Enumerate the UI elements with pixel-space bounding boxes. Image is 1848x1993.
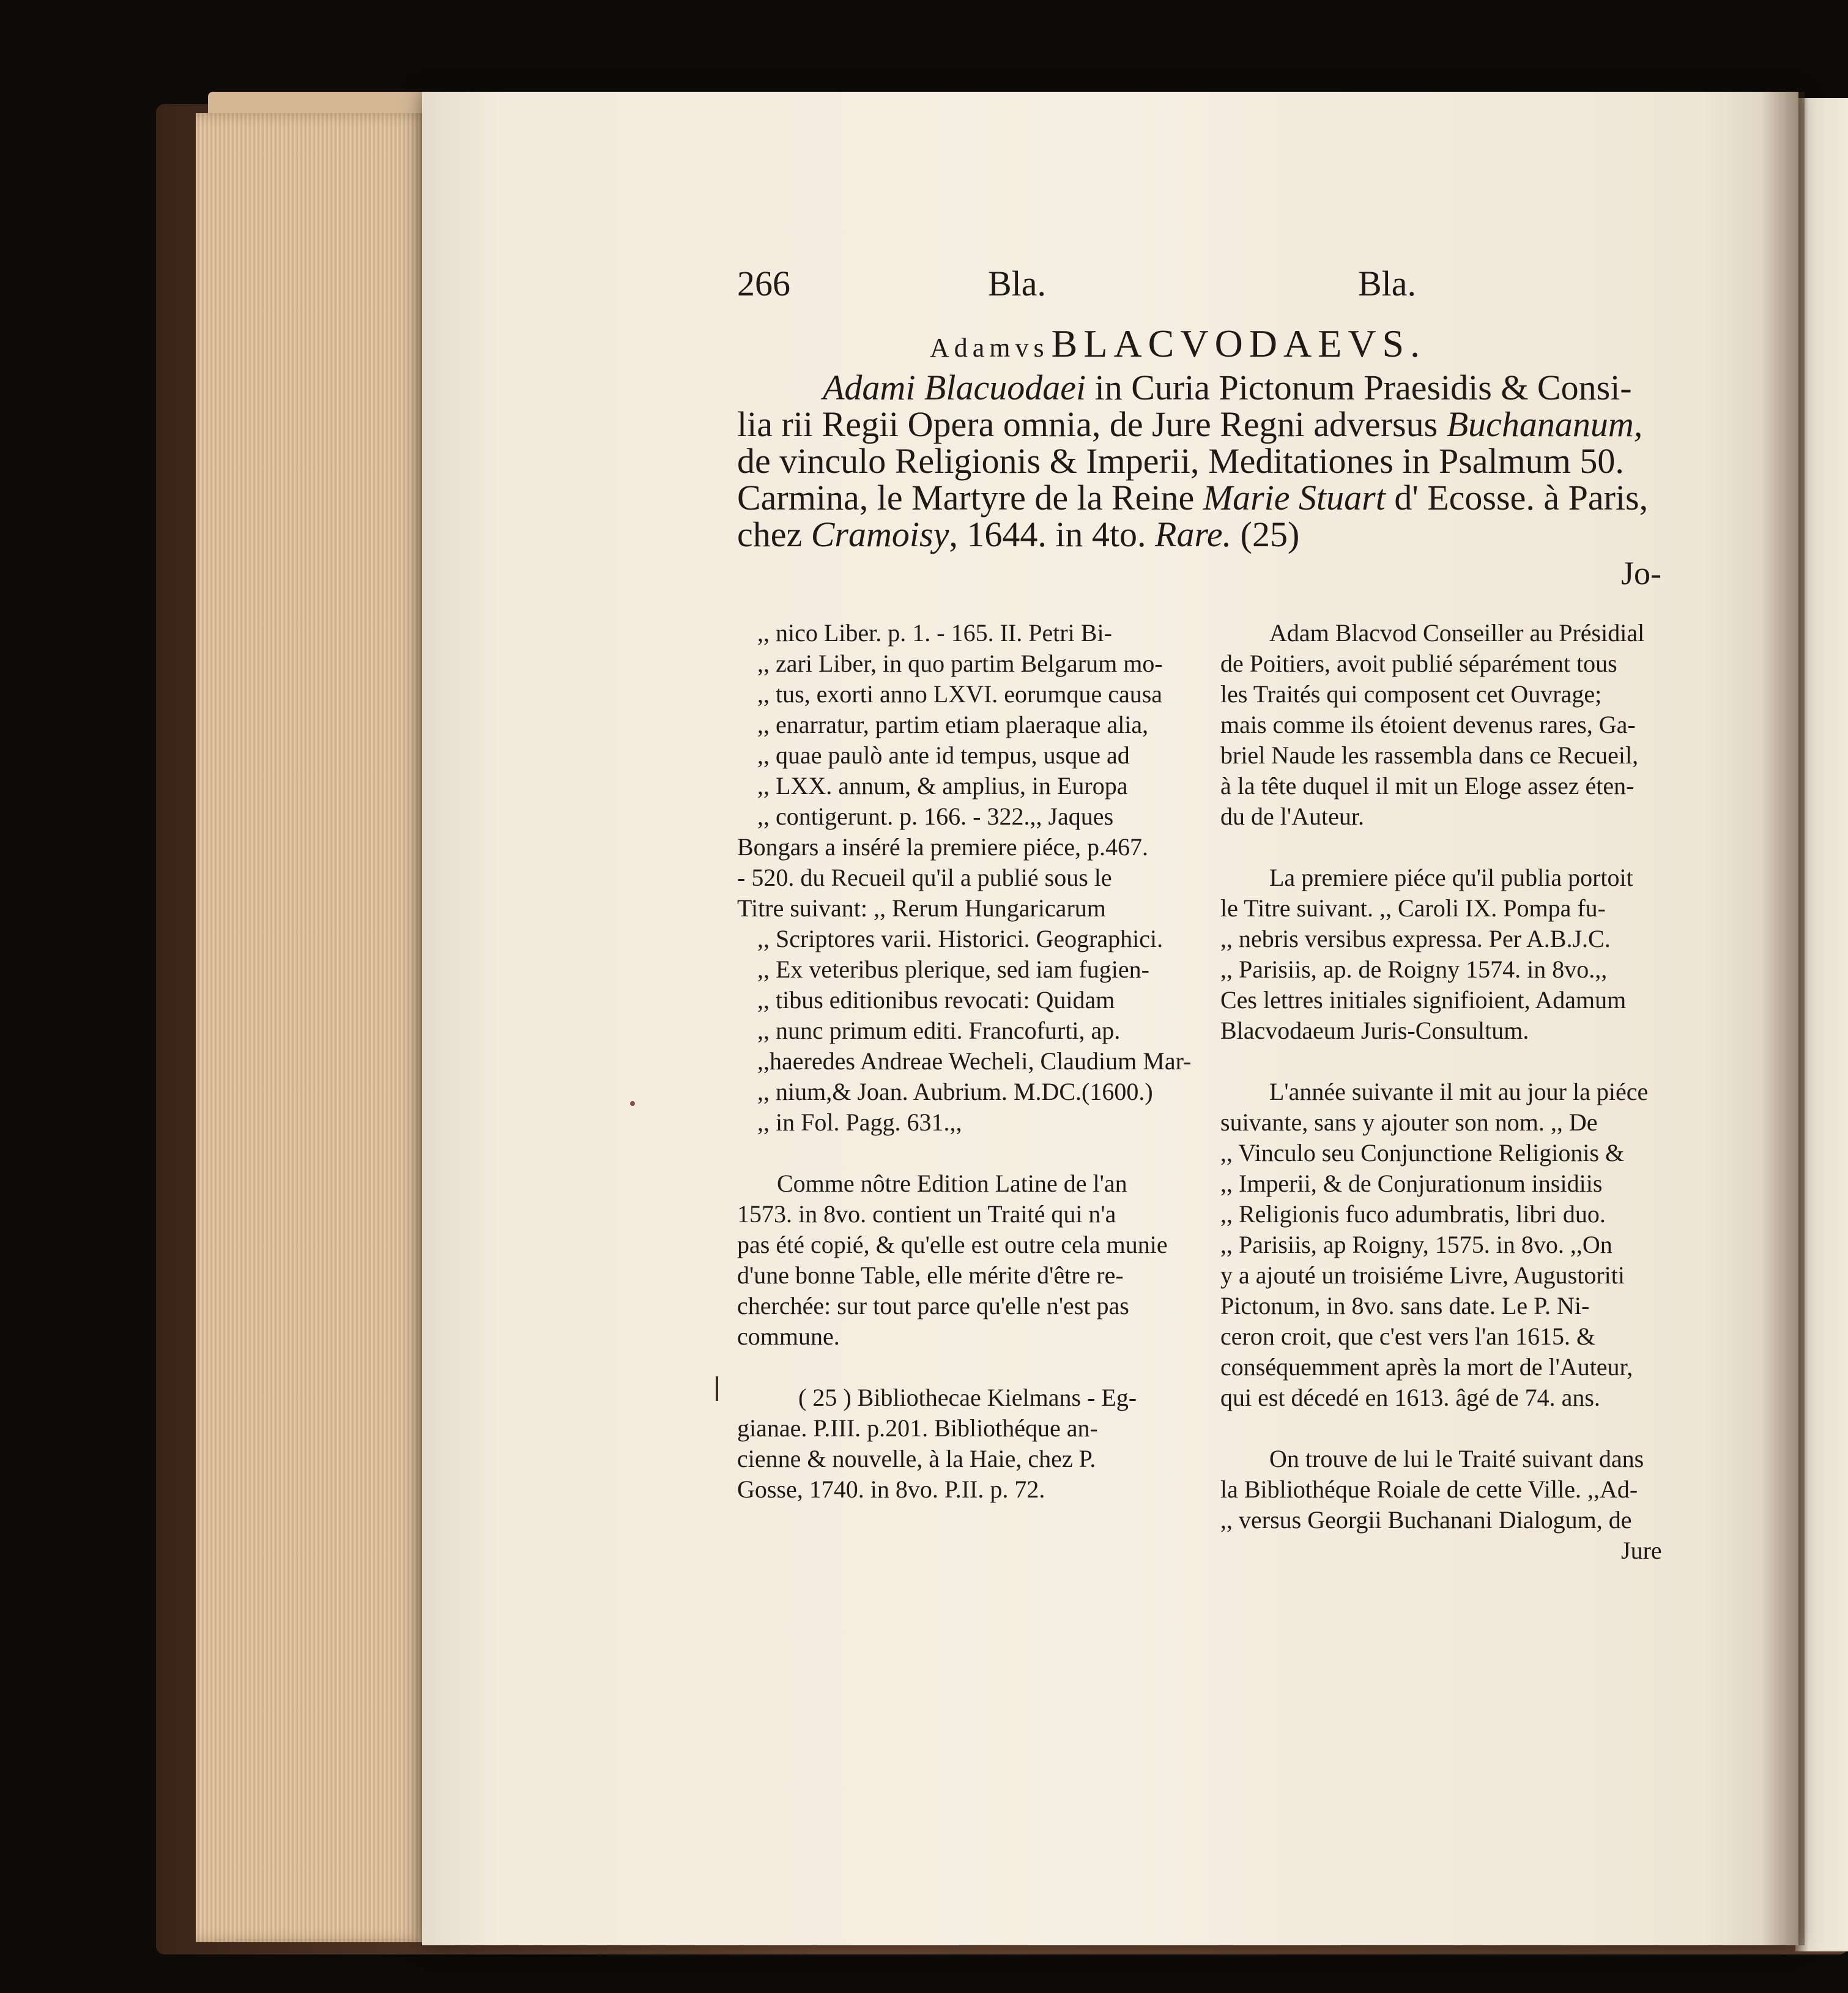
right-line: ,, Parisiis, ap Roigny, 1575. in 8vo. ,,On bbox=[1220, 1231, 1612, 1258]
left-line: ,, nunc primum editi. Francofurti, ap. bbox=[757, 1017, 1121, 1044]
entry-title-last: BLACVODAEVS. bbox=[1051, 322, 1427, 365]
left-line: ,, nium,& Joan. Aubrium. M.DC.(1600.) bbox=[757, 1078, 1153, 1105]
book-page bbox=[422, 92, 1798, 1945]
footnote-line: Gosse, 1740. in 8vo. P.II. p. 72. bbox=[737, 1475, 1045, 1503]
page-speck bbox=[630, 1101, 635, 1106]
right-line: du de l'Auteur. bbox=[1220, 803, 1364, 830]
left-line: ,, enarratur, partim etiam plaeraque alia, bbox=[757, 711, 1149, 738]
left-line: ,, tus, exorti anno LXVI. eorumque causa bbox=[757, 680, 1163, 708]
footnote-line: gianae. P.III. p.201. Bibliothéque an- bbox=[737, 1414, 1098, 1442]
catchword-entry: Jo- bbox=[1621, 555, 1661, 592]
right-line: ,, Parisiis, ap. de Roigny 1574. in 8vo.,, bbox=[1220, 956, 1608, 983]
right-line: briel Naude les rassembla dans ce Recueil, bbox=[1220, 741, 1639, 769]
right-line: qui est décedé en 1613. âgé de 74. ans. bbox=[1220, 1384, 1600, 1411]
right-line: ,, nebris versibus expressa. Per A.B.J.C. bbox=[1220, 925, 1611, 952]
entry-title bbox=[930, 324, 1426, 363]
right-line: ,, Vinculo seu Conjunctione Religionis & bbox=[1220, 1139, 1625, 1167]
right-line: Adam Blacvod Conseiller au Présidial bbox=[1269, 619, 1645, 647]
right-line: les Traités qui composent cet Ouvrage; bbox=[1220, 680, 1602, 708]
left-line: ,, in Fol. Pagg. 631.,, bbox=[757, 1108, 962, 1136]
right-line: ,, versus Georgii Buchanani Dialogum, de bbox=[1220, 1506, 1632, 1534]
entry-line: chez Cramoisy, 1644. in 4to. Rare. (25) bbox=[737, 514, 1300, 554]
entry-line: Carmina, le Martyre de la Reine Marie Stuart d' Ecosse. à Paris, bbox=[737, 478, 1649, 518]
entry-line: de vinculo Religionis & Imperii, Meditationes in Psalmum 50. bbox=[737, 441, 1624, 481]
entry-title-first: Adamvs bbox=[930, 333, 1049, 363]
left-line: Comme nôtre Edition Latine de l'an bbox=[777, 1170, 1127, 1197]
left-line: d'une bonne Table, elle mérite d'être re- bbox=[737, 1261, 1124, 1289]
right-line: conséquemment après la mort de l'Auteur, bbox=[1220, 1353, 1633, 1381]
running-head-right: Bla. bbox=[1358, 264, 1417, 303]
right-line: le Titre suivant. ,, Caroli IX. Pompa fu- bbox=[1220, 894, 1606, 922]
right-line: suivante, sans y ajouter son nom. ,, De bbox=[1220, 1108, 1598, 1136]
left-line: ,,haeredes Andreae Wecheli, Claudium Mar- bbox=[757, 1047, 1192, 1075]
left-line: ,, Ex veteribus plerique, sed iam fugien- bbox=[757, 956, 1149, 983]
left-line: Titre suivant: ,, Rerum Hungaricarum bbox=[737, 894, 1106, 922]
gutter-shadow bbox=[1762, 92, 1805, 1945]
catchword-column: Jure bbox=[1621, 1537, 1662, 1564]
left-line: ,, contigerunt. p. 166. - 322.,, Jaques bbox=[757, 803, 1114, 830]
left-line: ,, LXX. annum, & amplius, in Europa bbox=[757, 772, 1128, 800]
right-line: à la tête duquel il mit un Eloge assez éten- bbox=[1220, 772, 1635, 800]
right-line: Ces lettres initiales signifioient, Adamum bbox=[1220, 986, 1627, 1014]
margin-mark bbox=[716, 1376, 718, 1401]
right-line: de Poitiers, avoit publié séparément tous bbox=[1220, 650, 1617, 677]
right-line: ceron croit, que c'est vers l'an 1615. & bbox=[1220, 1323, 1596, 1350]
right-line: ,, Religionis fuco adumbratis, libri duo. bbox=[1220, 1200, 1606, 1228]
left-line: 1573. in 8vo. contient un Traité qui n'a bbox=[737, 1200, 1116, 1228]
left-line: Bongars a inséré la premiere piéce, p.467. bbox=[737, 833, 1148, 861]
right-line: y a ajouté un troisiéme Livre, Augustoriti bbox=[1220, 1261, 1625, 1289]
right-line: On trouve de lui le Traité suivant dans bbox=[1269, 1445, 1644, 1472]
left-line: ,, tibus editionibus revocati: Quidam bbox=[757, 986, 1115, 1014]
right-line: L'année suivante il mit au jour la piéce bbox=[1269, 1078, 1649, 1105]
left-line: pas été copié, & qu'elle est outre cela munie bbox=[737, 1231, 1168, 1258]
left-line: - 520. du Recueil qu'il a publié sous le bbox=[737, 864, 1112, 891]
left-line: ,, nico Liber. p. 1. - 165. II. Petri Bi- bbox=[757, 619, 1112, 647]
entry-line: lia rii Regii Opera omnia, de Jure Regni adversus Buchananum, bbox=[737, 404, 1643, 444]
right-line: la Bibliothéque Roiale de cette Ville. ,,Ad- bbox=[1220, 1475, 1638, 1503]
left-line: commune. bbox=[737, 1323, 840, 1350]
left-line: ,, zari Liber, in quo partim Belgarum mo- bbox=[757, 650, 1163, 677]
left-line: ,, quae paulò ante id tempus, usque ad bbox=[757, 741, 1130, 769]
right-line: mais comme ils étoient devenus rares, Ga- bbox=[1220, 711, 1636, 738]
entry-line: Adami Blacuodaei in Curia Pictonum Praesidis & Consi- bbox=[823, 368, 1632, 407]
footnote-line: cienne & nouvelle, à la Haie, chez P. bbox=[737, 1445, 1096, 1472]
right-line: ,, Imperii, & de Conjurationum insidiis bbox=[1220, 1170, 1603, 1197]
page-number: 266 bbox=[737, 264, 790, 303]
left-line: ,, Scriptores varii. Historici. Geographici. bbox=[757, 925, 1163, 952]
page-fore-edge bbox=[196, 113, 431, 1942]
footnote-line: ( 25 ) Bibliothecae Kielmans - Eg- bbox=[798, 1384, 1137, 1411]
running-head-left: Bla. bbox=[988, 264, 1047, 303]
right-line: Blacvodaeum Juris-Consultum. bbox=[1220, 1017, 1529, 1044]
left-line: cherchée: sur tout parce qu'elle n'est pas bbox=[737, 1292, 1129, 1319]
right-line: Pictonum, in 8vo. sans date. Le P. Ni- bbox=[1220, 1292, 1590, 1319]
right-line: La premiere piéce qu'il publia portoit bbox=[1269, 864, 1633, 891]
